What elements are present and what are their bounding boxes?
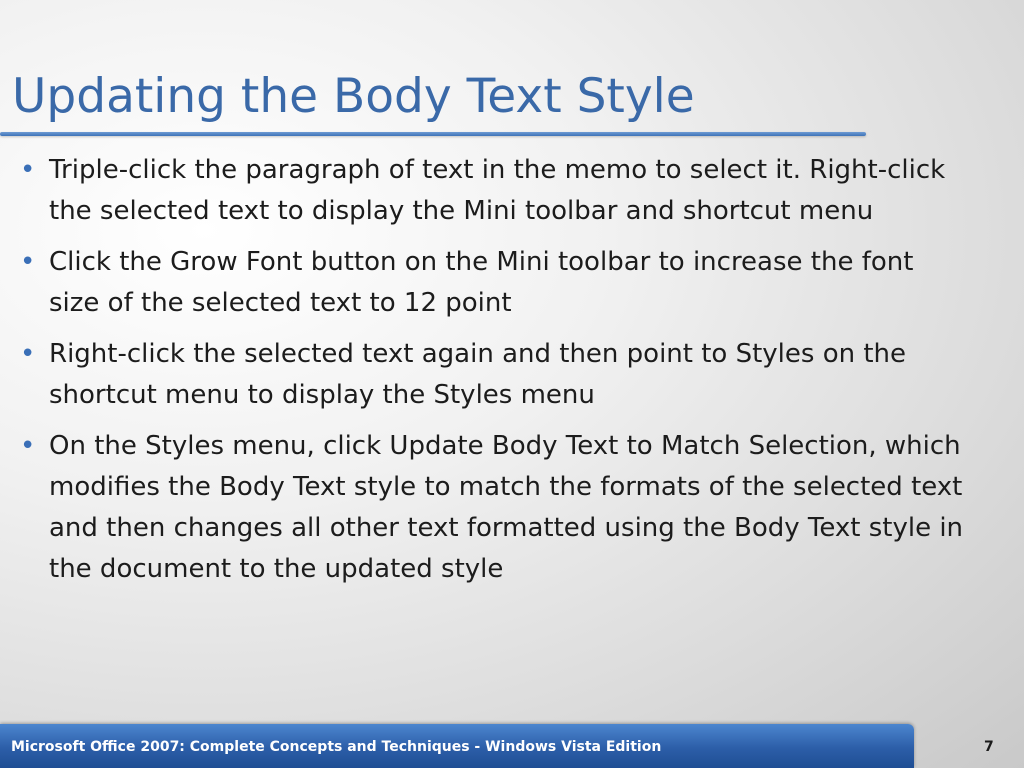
bullet-item: [20, 242, 970, 324]
bullet-item: [20, 334, 970, 416]
slide-title: Updating the Body Text Style: [12, 69, 695, 125]
page-number: 7: [984, 739, 994, 755]
bullet-text: Click the Grow Font button on the Mini toolbar to increase the font size of the selected text to 12 point: [49, 247, 914, 318]
bullet-text: Right-click the selected text again and then point to Styles on the shortcut menu to display the Styles menu: [49, 339, 907, 410]
bullet-icon: •: [20, 431, 36, 461]
title-underline: [0, 132, 866, 136]
bullet-icon: •: [20, 339, 36, 369]
footer-bar: [0, 724, 914, 768]
bullet-list: [20, 150, 970, 600]
footer-text: Microsoft Office 2007: Complete Concepts and Techniques - Windows Vista Edition: [11, 739, 662, 755]
bullet-icon: •: [20, 247, 36, 277]
bullet-item: [20, 426, 970, 590]
bullet-icon: •: [20, 155, 36, 185]
bullet-text: On the Styles menu, click Update Body Text to Match Selection, which modifies the Body Text style to match the formats of the selected text and then changes all other text formatted using the Body Text style in the document to the updated style: [49, 431, 964, 584]
bullet-text: Triple-click the paragraph of text in the memo to select it. Right-click the selected text to display the Mini toolbar and shortcut menu: [49, 155, 946, 226]
bullet-item: [20, 150, 970, 232]
